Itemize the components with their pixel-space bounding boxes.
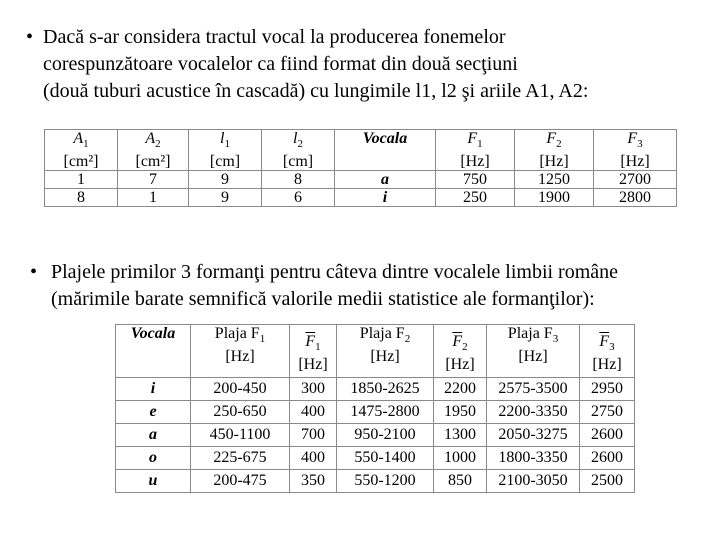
table2-cell: 1475-2800: [337, 401, 434, 424]
table2-cell: a: [116, 424, 191, 447]
table2-header-cell: Plaja $F_3$ [Hz]: [487, 325, 580, 378]
table2-row: [116, 378, 635, 401]
table2-cell: 700: [290, 424, 337, 447]
table2-cell: 250-650: [191, 401, 290, 424]
bullet-1-line-2: corespunzătoare vocalelor ca fiind format din două secţiuni: [43, 53, 518, 75]
table1-cell: 8: [45, 189, 118, 207]
table1-cell: 9: [189, 189, 262, 207]
table2-cell: 2950: [580, 378, 635, 401]
table1-header-cell: $A_1$ [cm²]: [45, 130, 118, 171]
table1-cell: 9: [189, 171, 262, 189]
table2-row: [116, 424, 635, 447]
table2-header-cell: $\overline{F}_3$ [Hz]: [580, 325, 635, 378]
table2-cell: 2600: [580, 424, 635, 447]
table2-cell: 2100-3050: [487, 470, 580, 493]
table2-cell: 1000: [434, 447, 487, 470]
table1-cell: 1250: [515, 171, 594, 189]
table1-cell: 1: [118, 189, 189, 207]
table1-cell: i: [335, 189, 436, 207]
bullet-2-line-1: Plajele primilor 3 formanţi pentru câteva dintre vocalele limbii române: [51, 261, 619, 283]
table2-cell: 225-675: [191, 447, 290, 470]
bullet-marker: •: [30, 261, 38, 283]
table2-cell: 1800-3350: [487, 447, 580, 470]
table1-header-cell: $A_2$ [cm²]: [118, 130, 189, 171]
table2-cell: 200-450: [191, 378, 290, 401]
table2-cell: 450-1100: [191, 424, 290, 447]
table1-cell: 8: [262, 171, 335, 189]
table2-cell: 550-1200: [337, 470, 434, 493]
bullet-marker: •: [26, 26, 34, 48]
table2-header-cell: $\overline{F}_2$ [Hz]: [434, 325, 487, 378]
table1-cell: 2700: [594, 171, 677, 189]
table1-cell: 7: [118, 171, 189, 189]
table2-cell: 200-475: [191, 470, 290, 493]
table1-cell: a: [335, 171, 436, 189]
table2-cell: 2050-3275: [487, 424, 580, 447]
table1-cell: 6: [262, 189, 335, 207]
bullet-1: [26, 24, 588, 105]
table1-cell: 1900: [515, 189, 594, 207]
table2-cell: 1950: [434, 401, 487, 424]
table1-header-cell: $l_2$ [cm]: [262, 130, 335, 171]
table2-cell: 1850-2625: [337, 378, 434, 401]
table2-cell: 850: [434, 470, 487, 493]
bullet-2: [30, 259, 618, 313]
table2-cell: u: [116, 470, 191, 493]
table2-cell: 2750: [580, 401, 635, 424]
table2-cell: 400: [290, 447, 337, 470]
table2-cell: 300: [290, 378, 337, 401]
table1-header-cell: $l_1$ [cm]: [189, 130, 262, 171]
table1-cell: 250: [436, 189, 515, 207]
table1-cell: 2800: [594, 189, 677, 207]
table1-header-cell: Vocala: [335, 130, 436, 171]
table2-cell: 350: [290, 470, 337, 493]
table1-cell: 750: [436, 171, 515, 189]
table2-cell: 2200: [434, 378, 487, 401]
table2-cell: 2500: [580, 470, 635, 493]
table2-header-cell: Vocala: [116, 325, 191, 378]
table2-header-cell: $\overline{F}_1$ [Hz]: [290, 325, 337, 378]
formant-ranges-table: [115, 324, 635, 493]
table2-cell: 2600: [580, 447, 635, 470]
table2-cell: o: [116, 447, 191, 470]
bullet-2-line-2: (mărimile barate semnifică valorile medii statistice ale formanţilor):: [51, 288, 595, 310]
table2-cell: 2575-3500: [487, 378, 580, 401]
table2-cell: 550-1400: [337, 447, 434, 470]
table2-row: [116, 401, 635, 424]
table2-cell: 1300: [434, 424, 487, 447]
formant-table-two-tubes: [44, 129, 677, 207]
table1-header-cell: $F_1$ [Hz]: [436, 130, 515, 171]
table1-header-cell: $F_3$ [Hz]: [594, 130, 677, 171]
table2-cell: i: [116, 378, 191, 401]
table2-cell: 2200-3350: [487, 401, 580, 424]
table2-header-cell: Plaja $F_2$ [Hz]: [337, 325, 434, 378]
table2-row: [116, 470, 635, 493]
bullet-1-line-3: (două tuburi acustice în cascadă) cu lungimile l1, l2 şi ariile A1, A2:: [43, 80, 589, 102]
table1-cell: 1: [45, 171, 118, 189]
table1-header-cell: $F_2$ [Hz]: [515, 130, 594, 171]
table2-row: [116, 447, 635, 470]
table2-cell: 950-2100: [337, 424, 434, 447]
table2-header-cell: Plaja $F_1$ [Hz]: [191, 325, 290, 378]
table2-cell: 400: [290, 401, 337, 424]
table2-cell: e: [116, 401, 191, 424]
bullet-1-line-1: Dacă s-ar considera tractul vocal la producerea fonemelor: [43, 26, 506, 48]
